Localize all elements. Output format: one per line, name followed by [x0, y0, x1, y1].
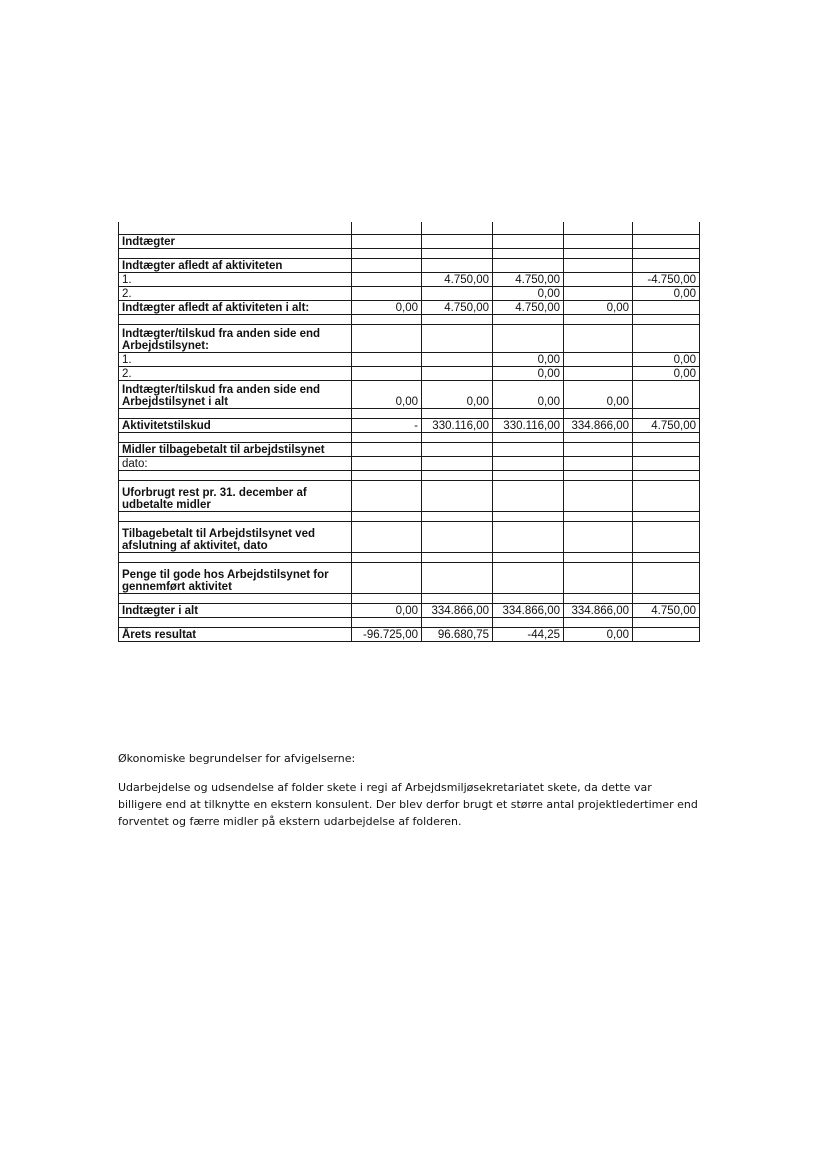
row-label: 1.	[119, 353, 352, 367]
empty-cell	[422, 553, 493, 563]
empty-cell	[493, 471, 564, 481]
table-row	[119, 325, 700, 353]
table-row	[119, 259, 700, 273]
empty-cell	[633, 433, 700, 443]
empty-cell	[493, 512, 564, 522]
value-cell: 4.750,00	[422, 273, 493, 287]
row-label: Uforbrugt rest pr. 31. december af udbetalte midler	[119, 481, 352, 512]
value-cell	[352, 273, 422, 287]
row-label: Indtægter	[119, 235, 352, 249]
value-cell	[352, 443, 422, 457]
table-row	[119, 419, 700, 433]
value-cell	[633, 259, 700, 273]
value-cell	[564, 235, 633, 249]
value-cell	[564, 353, 633, 367]
value-cell: 0,00	[564, 628, 633, 642]
value-cell	[633, 443, 700, 457]
value-cell	[352, 235, 422, 249]
table-row	[119, 381, 700, 409]
value-cell: 334.866,00	[564, 604, 633, 618]
row-label: 2.	[119, 367, 352, 381]
value-cell	[633, 325, 700, 353]
empty-cell	[352, 249, 422, 259]
empty-cell	[119, 409, 352, 419]
table-row	[119, 287, 700, 301]
table-row	[119, 367, 700, 381]
spacer-row	[119, 553, 700, 563]
value-cell	[422, 259, 493, 273]
value-cell	[422, 481, 493, 512]
value-cell	[633, 457, 700, 471]
empty-cell	[493, 433, 564, 443]
value-cell	[422, 325, 493, 353]
value-cell: 0,00	[422, 381, 493, 409]
empty-cell	[564, 433, 633, 443]
value-cell: 334.866,00	[564, 419, 633, 433]
empty-cell	[119, 471, 352, 481]
empty-cell	[564, 618, 633, 628]
value-cell: 334.866,00	[493, 604, 564, 618]
value-cell	[493, 325, 564, 353]
spacer-row	[119, 471, 700, 481]
table-row	[119, 604, 700, 618]
row-label: Aktivitetstilskud	[119, 419, 352, 433]
row-label: Årets resultat	[119, 628, 352, 642]
empty-cell	[422, 249, 493, 259]
row-label: Midler tilbagebetalt til arbejdstilsynet	[119, 443, 352, 457]
empty-cell	[352, 471, 422, 481]
value-cell	[352, 457, 422, 471]
empty-cell	[564, 594, 633, 604]
value-cell: 330.116,00	[493, 419, 564, 433]
value-cell	[564, 367, 633, 381]
value-cell	[422, 353, 493, 367]
value-cell	[422, 522, 493, 553]
table-row	[119, 273, 700, 287]
empty-cell	[352, 409, 422, 419]
empty-cell	[422, 471, 493, 481]
value-cell	[564, 325, 633, 353]
empty-cell	[564, 222, 633, 235]
row-label: Indtægter afledt af aktiviteten i alt:	[119, 301, 352, 315]
empty-cell	[493, 315, 564, 325]
value-cell: 0,00	[352, 604, 422, 618]
table-row	[119, 235, 700, 249]
empty-cell	[119, 618, 352, 628]
value-cell: 0,00	[493, 367, 564, 381]
value-cell	[493, 443, 564, 457]
row-label: 1.	[119, 273, 352, 287]
spacer-row	[119, 315, 700, 325]
spacer-row	[119, 618, 700, 628]
empty-cell	[493, 594, 564, 604]
value-cell: 0,00	[633, 287, 700, 301]
value-cell: 4.750,00	[633, 419, 700, 433]
empty-cell	[119, 553, 352, 563]
empty-cell	[633, 249, 700, 259]
empty-cell	[564, 553, 633, 563]
value-cell	[633, 563, 700, 594]
empty-cell	[422, 618, 493, 628]
empty-cell	[119, 433, 352, 443]
row-label: Penge til gode hos Arbejdstilsynet for gennemført aktivitet	[119, 563, 352, 594]
empty-cell	[493, 409, 564, 419]
value-cell	[422, 457, 493, 471]
value-cell	[564, 522, 633, 553]
value-cell	[564, 273, 633, 287]
table-row	[119, 457, 700, 471]
value-cell	[633, 381, 700, 409]
empty-cell	[564, 409, 633, 419]
value-cell	[352, 481, 422, 512]
value-cell	[352, 522, 422, 553]
value-cell	[493, 563, 564, 594]
value-cell	[493, 457, 564, 471]
value-cell	[493, 522, 564, 553]
row-label: 2.	[119, 287, 352, 301]
value-cell	[564, 481, 633, 512]
value-cell: -44,25	[493, 628, 564, 642]
value-cell: 334.866,00	[422, 604, 493, 618]
row-label: Indtægter i alt	[119, 604, 352, 618]
empty-cell	[352, 512, 422, 522]
empty-cell	[422, 409, 493, 419]
value-cell	[352, 287, 422, 301]
table-row	[119, 222, 700, 235]
value-cell	[352, 367, 422, 381]
empty-cell	[119, 512, 352, 522]
empty-cell	[493, 222, 564, 235]
value-cell: 0,00	[564, 301, 633, 315]
notes-section	[118, 750, 698, 842]
table-row	[119, 563, 700, 594]
table-row	[119, 628, 700, 642]
value-cell	[564, 563, 633, 594]
value-cell	[633, 628, 700, 642]
spacer-row	[119, 594, 700, 604]
value-cell: 4.750,00	[422, 301, 493, 315]
empty-cell	[633, 222, 700, 235]
row-label: Indtægter afledt af aktiviteten	[119, 259, 352, 273]
empty-cell	[564, 512, 633, 522]
value-cell: 0,00	[633, 353, 700, 367]
value-cell	[564, 259, 633, 273]
value-cell	[564, 287, 633, 301]
empty-cell	[422, 315, 493, 325]
empty-cell	[633, 512, 700, 522]
empty-cell	[633, 471, 700, 481]
empty-cell	[493, 553, 564, 563]
value-cell: 0,00	[493, 353, 564, 367]
value-cell	[352, 325, 422, 353]
notes-heading: Økonomiske begrundelser for afvigelserne:	[118, 752, 356, 765]
empty-cell	[633, 594, 700, 604]
value-cell: -	[352, 419, 422, 433]
value-cell: 0,00	[564, 381, 633, 409]
table-row	[119, 301, 700, 315]
value-cell: 0,00	[493, 287, 564, 301]
empty-cell	[564, 471, 633, 481]
budget-table-body	[119, 222, 700, 642]
empty-cell	[352, 433, 422, 443]
spacer-row	[119, 249, 700, 259]
empty-cell	[119, 594, 352, 604]
value-cell: 96.680,75	[422, 628, 493, 642]
value-cell	[422, 563, 493, 594]
empty-cell	[633, 315, 700, 325]
value-cell: 4.750,00	[633, 604, 700, 618]
value-cell	[633, 481, 700, 512]
row-label: dato:	[119, 457, 352, 471]
empty-cell	[493, 249, 564, 259]
value-cell: 0,00	[633, 367, 700, 381]
empty-cell	[422, 512, 493, 522]
empty-cell	[119, 222, 352, 235]
value-cell: 0,00	[352, 381, 422, 409]
value-cell	[633, 522, 700, 553]
value-cell: 4.750,00	[493, 301, 564, 315]
value-cell	[564, 443, 633, 457]
value-cell: 330.116,00	[422, 419, 493, 433]
value-cell	[422, 443, 493, 457]
empty-cell	[422, 433, 493, 443]
value-cell: -4.750,00	[633, 273, 700, 287]
empty-cell	[422, 594, 493, 604]
value-cell	[493, 235, 564, 249]
empty-cell	[119, 315, 352, 325]
empty-cell	[352, 222, 422, 235]
value-cell	[422, 367, 493, 381]
table-row	[119, 443, 700, 457]
empty-cell	[633, 618, 700, 628]
table-row	[119, 522, 700, 553]
value-cell: 4.750,00	[493, 273, 564, 287]
spacer-row	[119, 512, 700, 522]
spacer-row	[119, 409, 700, 419]
empty-cell	[493, 618, 564, 628]
value-cell	[352, 259, 422, 273]
empty-cell	[352, 618, 422, 628]
notes-paragraph: Udarbejdelse og udsendelse af folder skete i regi af Arbejdsmiljøsekretariatet skete, da dette var billigere end at tilknytte en ekstern konsulent. Der blev derfor brugt et større antal projektledertimer end forventet og færre midler på ekstern udarbejdelse af folderen.	[118, 781, 698, 828]
row-label: Indtægter/tilskud fra anden side end Arbejdstilsynet:	[119, 325, 352, 353]
empty-cell	[422, 222, 493, 235]
value-cell	[633, 301, 700, 315]
empty-cell	[633, 553, 700, 563]
value-cell	[564, 457, 633, 471]
value-cell	[352, 563, 422, 594]
table-row	[119, 481, 700, 512]
value-cell	[422, 287, 493, 301]
value-cell	[493, 481, 564, 512]
empty-cell	[564, 315, 633, 325]
empty-cell	[564, 249, 633, 259]
row-label: Tilbagebetalt til Arbejdstilsynet ved afslutning af aktivitet, dato	[119, 522, 352, 553]
value-cell	[493, 259, 564, 273]
value-cell	[352, 353, 422, 367]
empty-cell	[352, 594, 422, 604]
value-cell: 0,00	[352, 301, 422, 315]
empty-cell	[119, 249, 352, 259]
spacer-row	[119, 433, 700, 443]
empty-cell	[352, 315, 422, 325]
row-label: Indtægter/tilskud fra anden side end Arbejdstilsynet i alt	[119, 381, 352, 409]
value-cell: 0,00	[493, 381, 564, 409]
budget-table	[118, 222, 700, 642]
value-cell: -96.725,00	[352, 628, 422, 642]
value-cell	[633, 235, 700, 249]
empty-cell	[352, 553, 422, 563]
table-row	[119, 353, 700, 367]
value-cell	[422, 235, 493, 249]
empty-cell	[633, 409, 700, 419]
